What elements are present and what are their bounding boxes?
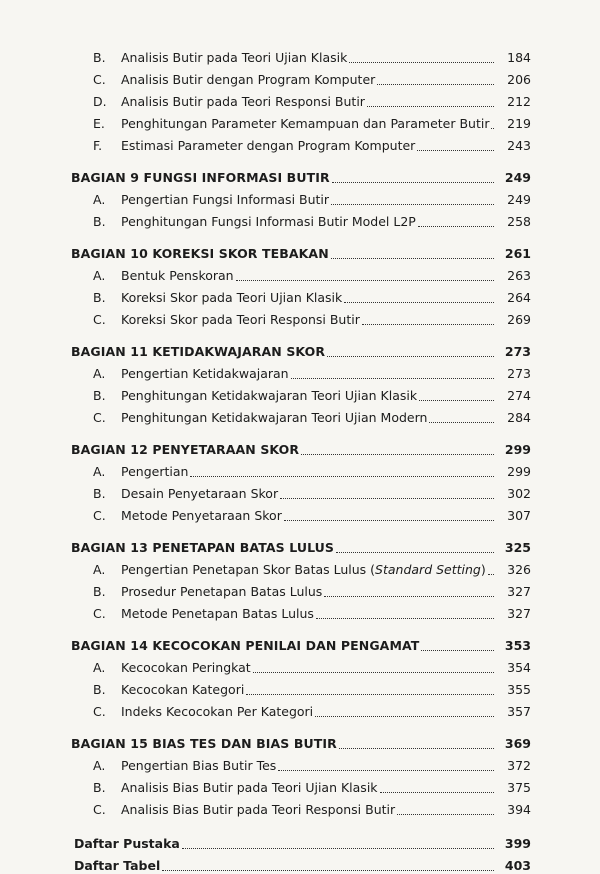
toc-entry [0,676,600,698]
toc-entry [0,306,600,328]
dot-leader [278,770,494,771]
dot-leader [190,476,494,477]
toc-section-heading [0,164,600,186]
toc-entry-title: Prosedur Penetapan Batas Lulus [121,584,323,599]
toc-entry-title: Daftar Pustaka [74,836,180,851]
toc-entry-title: Penghitungan Ketidakwajaran Teori Ujian Klasik [121,388,418,403]
toc-entry [0,600,600,622]
toc-entry-letter: C. [93,72,106,87]
dot-leader [246,694,494,695]
toc-back-matter [0,830,600,852]
toc-entry-title-suffix: ) [480,562,486,577]
toc-entry-title-text: Pengertian Penetapan Skor Batas Lulus ( [121,562,376,577]
toc-entry-title: Analisis Bias Butir pada Teori Responsi Butir [121,802,396,817]
toc-entry [0,360,600,382]
spacer [0,524,600,534]
toc-entry-title: Metode Penyetaraan Skor [121,508,282,523]
toc-entry-letter: C. [93,508,106,523]
toc-section-heading [0,730,600,752]
toc-list [0,44,600,874]
toc-entry-title: Penghitungan Parameter Kemampuan dan Parameter Butir [121,116,490,131]
toc-entry-letter: C. [93,704,106,719]
spacer [0,328,600,338]
toc-entry-letter: A. [93,366,106,381]
toc-entry-letter: A. [93,464,106,479]
spacer [0,426,600,436]
toc-entry-letter: B. [93,780,106,795]
toc-page-number: 357 [507,704,531,719]
toc-entry-letter: C. [93,606,106,621]
dot-leader [380,792,494,793]
toc-entry [0,556,600,578]
toc-entry-title: Pengertian [121,464,189,479]
toc-entry-title: Analisis Butir pada Teori Responsi Butir [121,94,365,109]
toc-entry-title: Pengertian Bias Butir Tes [121,758,277,773]
spacer [0,720,600,730]
toc-page-number: 264 [507,290,531,305]
toc-entry [0,262,600,284]
toc-entry [0,752,600,774]
dot-leader [417,150,494,151]
toc-page-number: 403 [504,858,531,873]
toc-entry-letter: A. [93,660,106,675]
toc-page-number: 206 [507,72,531,87]
toc-entry [0,208,600,230]
toc-entry [0,480,600,502]
toc-entry-title: BAGIAN 15 BIAS TES DAN BIAS BUTIR [71,736,337,751]
toc-entry [0,132,600,154]
toc-entry-title: Daftar Tabel [74,858,161,873]
toc-page-number: 258 [507,214,531,229]
toc-entry-letter: B. [93,290,106,305]
toc-entry-title: Pengertian Fungsi Informasi Butir [121,192,330,207]
dot-leader [421,650,494,651]
toc-page-number: 261 [504,246,531,261]
toc-entry-letter: D. [93,94,107,109]
dot-leader [418,226,494,227]
toc-entry-title: BAGIAN 9 FUNGSI INFORMASI BUTIR [71,170,330,185]
toc-entry-title-italic: Standard Setting [375,562,481,577]
toc-entry [0,44,600,66]
toc-page-number: 353 [504,638,531,653]
toc-entry-title: Desain Penyetaraan Skor [121,486,279,501]
toc-entry [0,186,600,208]
dot-leader [336,552,494,553]
toc-entry-title: BAGIAN 12 PENYETARAAN SKOR [71,442,300,457]
toc-entry [0,66,600,88]
spacer [0,818,600,830]
spacer [0,154,600,164]
toc-entry [0,284,600,306]
toc-page-number: 273 [504,344,531,359]
toc-entry [0,774,600,796]
toc-entry-letter: A. [93,562,106,577]
toc-entry-letter: C. [93,410,106,425]
dot-leader [182,848,494,849]
toc-entry [0,110,600,132]
toc-entry-title: Koreksi Skor pada Teori Ujian Klasik [121,290,343,305]
toc-entry-title: Analisis Butir dengan Program Komputer [121,72,376,87]
toc-page-number: 269 [507,312,531,327]
dot-leader [397,814,494,815]
toc-page-number: 307 [507,508,531,523]
toc-back-matter [0,852,600,874]
toc-page-number: 369 [504,736,531,751]
toc-page-number: 394 [507,802,531,817]
toc-entry-title: Analisis Bias Butir pada Teori Ujian Klasik [121,780,378,795]
toc-page-number: 375 [507,780,531,795]
toc-entry-letter: C. [93,802,106,817]
dot-leader [332,182,494,183]
toc-entry-letter: B. [93,486,106,501]
toc-entry-title: BAGIAN 14 KECOCOKAN PENILAI DAN PENGAMAT [71,638,420,653]
toc-entry [0,698,600,720]
toc-entry-letter: C. [93,312,106,327]
toc-entry-letter: F. [93,138,103,153]
toc-entry [0,404,600,426]
dot-leader [362,324,494,325]
toc-page-number: 273 [507,366,531,381]
dot-leader [291,378,494,379]
toc-entry-title: Bentuk Penskoran [121,268,234,283]
toc-page-number: 327 [507,606,531,621]
dot-leader [377,84,494,85]
toc-page-number: 184 [507,50,531,65]
toc-entry-title: BAGIAN 10 KOREKSI SKOR TEBAKAN [71,246,329,261]
toc-entry-title: Kecocokan Kategori [121,682,245,697]
toc-section-heading [0,240,600,262]
toc-page-number: 302 [507,486,531,501]
toc-entry-title [121,562,486,577]
toc-entry-title: Metode Penetapan Batas Lulus [121,606,314,621]
toc-entry [0,578,600,600]
toc-section-heading [0,534,600,556]
dot-leader [280,498,494,499]
toc-section-heading [0,436,600,458]
toc-entry-letter: A. [93,758,106,773]
spacer [0,230,600,240]
toc-entry [0,88,600,110]
dot-leader [236,280,494,281]
toc-entry-title: Koreksi Skor pada Teori Responsi Butir [121,312,360,327]
toc-page-number: 327 [507,584,531,599]
toc-page-number: 243 [507,138,531,153]
dot-leader [344,302,494,303]
toc-entry-title: Estimasi Parameter dengan Program Komputer [121,138,416,153]
dot-leader [419,400,494,401]
dot-leader [367,106,494,107]
dot-leader [491,128,494,129]
toc-entry-letter: A. [93,268,106,283]
dot-leader [324,596,494,597]
dot-leader [349,62,494,63]
toc-page-number: 249 [507,192,531,207]
toc-page-number: 372 [507,758,531,773]
dot-leader [331,258,494,259]
toc-entry [0,502,600,524]
toc-entry-letter: A. [93,192,106,207]
toc-entry-title: BAGIAN 13 PENETAPAN BATAS LULUS [71,540,335,555]
dot-leader [162,870,494,871]
toc-page-number: 284 [507,410,531,425]
dot-leader [315,716,494,717]
toc-page-number: 355 [507,682,531,697]
toc-entry-letter: B. [93,584,106,599]
toc-page-number: 326 [507,562,531,577]
dot-leader [331,204,494,205]
toc-entry [0,382,600,404]
dot-leader [327,356,494,357]
toc-entry-title: Indeks Kecocokan Per Kategori [121,704,314,719]
toc-section-heading [0,338,600,360]
toc-entry-title: Analisis Butir pada Teori Ujian Klasik [121,50,348,65]
toc-page-number: 263 [507,268,531,283]
toc-entry-title: Pengertian Ketidakwajaran [121,366,289,381]
toc-entry [0,458,600,480]
toc-entry-letter: B. [93,682,106,697]
dot-leader [339,748,494,749]
dot-leader [316,618,494,619]
toc-page-number: 299 [507,464,531,479]
toc-entry [0,796,600,818]
toc-page-number: 212 [507,94,531,109]
toc-entry-title: Penghitungan Fungsi Informasi Butir Model L2P [121,214,416,229]
toc-page-number: 299 [504,442,531,457]
toc-entry-letter: B. [93,388,106,403]
dot-leader [488,574,494,575]
dot-leader [429,422,494,423]
dot-leader [301,454,494,455]
toc-entry [0,654,600,676]
toc-page-number: 274 [507,388,531,403]
toc-entry-title: BAGIAN 11 KETIDAKWAJARAN SKOR [71,344,326,359]
toc-page-number: 249 [504,170,531,185]
toc-entry-letter: E. [93,116,105,131]
toc-entry-title: Penghitungan Ketidakwajaran Teori Ujian Modern [121,410,428,425]
toc-page-number: 325 [504,540,531,555]
toc-section-heading [0,632,600,654]
toc-page-number: 399 [504,836,531,851]
spacer [0,622,600,632]
dot-leader [253,672,494,673]
toc-entry-letter: B. [93,214,106,229]
dot-leader [284,520,494,521]
toc-page-number: 354 [507,660,531,675]
toc-entry-title: Kecocokan Peringkat [121,660,251,675]
toc-page-number: 219 [507,116,531,131]
toc-entry-letter: B. [93,50,106,65]
